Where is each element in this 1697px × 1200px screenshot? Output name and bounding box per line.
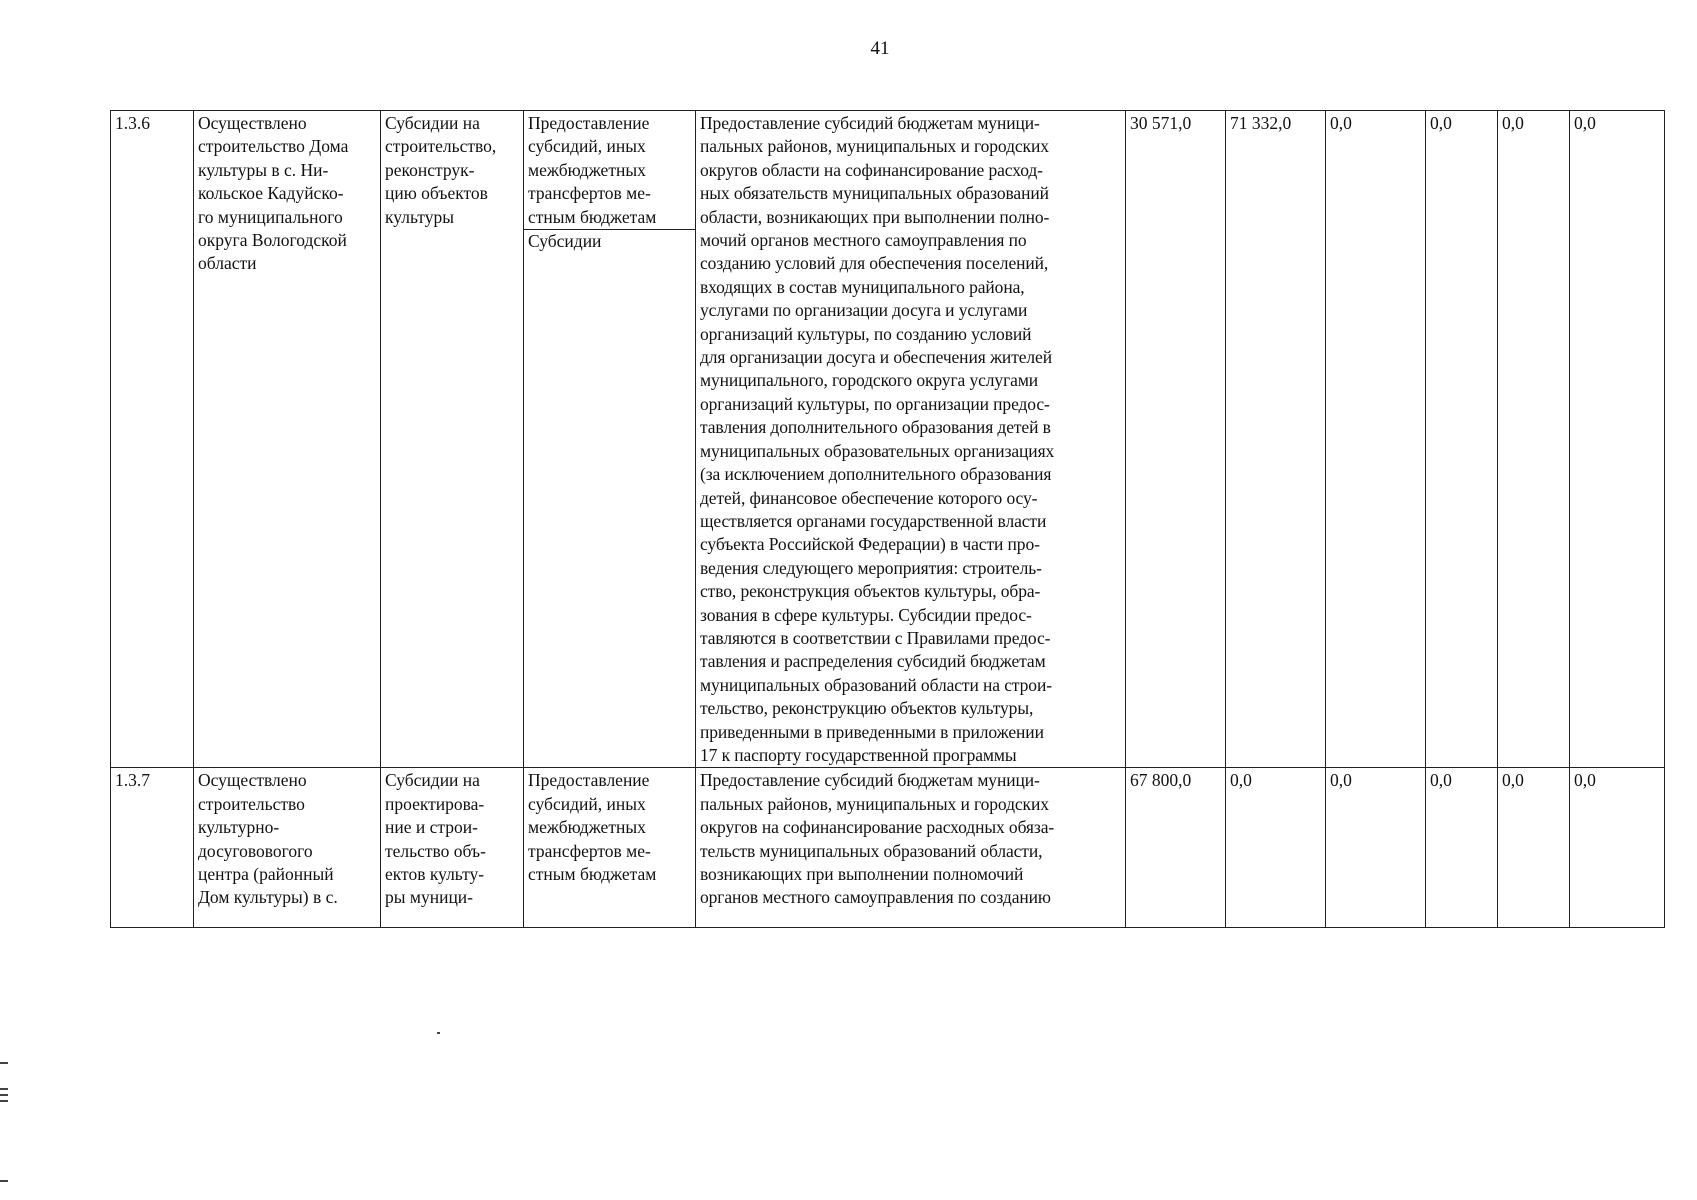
value: 0,0 xyxy=(1230,770,1252,791)
scan-mark xyxy=(0,1062,8,1064)
subsidy-type-cell xyxy=(381,111,524,768)
mechanism-text: Предоставление субсидий, иных межбюджетных трансфертов ме- стным бюджетам xyxy=(524,112,695,230)
subsidy-type-cell xyxy=(381,768,524,928)
result-cell xyxy=(194,111,381,768)
result-text: Осуществлено строительство культурно- досугововогого центра (районный Дом культуры) в с. xyxy=(198,770,338,908)
value-cell xyxy=(1570,111,1665,768)
scan-mark xyxy=(0,1100,8,1102)
value-cell xyxy=(1498,768,1570,928)
value: 0,0 xyxy=(1502,770,1524,791)
description-cell xyxy=(696,111,1126,768)
value-cell xyxy=(1126,768,1226,928)
value: 0,0 xyxy=(1330,113,1352,133)
scan-dot xyxy=(437,1032,440,1034)
scan-mark xyxy=(0,1094,8,1096)
value-cell xyxy=(1426,111,1498,768)
value: 0,0 xyxy=(1430,113,1452,133)
subsidy-type-text: Субсидии на проектирова- ние и строи- тельство объ- ектов культу- ры муници- xyxy=(385,770,486,908)
value-cell xyxy=(1498,111,1570,768)
row-id-cell xyxy=(111,111,194,768)
value-cell xyxy=(1126,111,1226,768)
description-cell xyxy=(696,768,1126,928)
value-cell xyxy=(1226,768,1326,928)
value: 0,0 xyxy=(1430,770,1452,791)
value-cell xyxy=(1326,111,1426,768)
mechanism-subtype: Субсидии xyxy=(528,231,602,252)
description-text: Предоставление субсидий бюджетам муници- пальных районов, муниципальных и городских округов на софинансирование расходных обяза- тельств муниципальных образований области, возникающих при выполнении полномочий органов местного самоуправления по созданию xyxy=(700,770,1055,908)
row-id: 1.3.6 xyxy=(115,113,150,133)
value-cell xyxy=(1226,111,1326,768)
table-row xyxy=(111,768,1665,928)
result-text: Осуществлено строительство Дома культуры в с. Ни- кольское Кадуйско- го муниципального округа Вологодской области xyxy=(198,113,349,274)
row-id-cell xyxy=(111,768,194,928)
page-number: 41 xyxy=(870,38,890,59)
value-cell xyxy=(1426,768,1498,928)
program-table xyxy=(110,110,1665,928)
value: 0,0 xyxy=(1574,770,1596,791)
mechanism-cell xyxy=(524,768,696,928)
scan-mark xyxy=(0,1088,8,1090)
result-cell xyxy=(194,768,381,928)
value: 67 800,0 xyxy=(1130,770,1192,791)
value: 0,0 xyxy=(1574,113,1596,133)
row-id: 1.3.7 xyxy=(115,770,150,791)
mechanism-cell xyxy=(524,111,696,768)
value: 0,0 xyxy=(1502,113,1524,133)
value-cell xyxy=(1326,768,1426,928)
value: 0,0 xyxy=(1330,770,1352,791)
value: 30 571,0 xyxy=(1130,113,1192,133)
value-cell xyxy=(1570,768,1665,928)
scan-mark xyxy=(0,1180,8,1182)
table-row xyxy=(111,111,1665,768)
value: 71 332,0 xyxy=(1230,113,1292,133)
description-text: Предоставление субсидий бюджетам муници- пальных районов, муниципальных и городских округов области на софинансирование расход- ных обязательств муниципальных образований области, возникающих при выполнении полно- мочий органов местного самоуправления по созданию условий для обеспечения поселений, входящих в состав муниципального района, услугами по организации досуга и услугами организаций культуры, по созданию условий для организации досуга и обеспечения жителей муниципального, городского округа услугами организаций культуры, по организации предос- тавления дополнительного образования детей в муниципальных образовательных организациях (за исключением дополнительного образования детей, финансовое обеспечение которого осу- ществляется органами государственной власти субъекта Российской Федерации) в части про- ведения следующего мероприятия: строитель- ство, реконструкция объектов культуры, обра- зования в сфере культуры. Субсидии предос- тавляются в соответствии с Правилами предос- тавления и распределения субсидий бюджетам муниципальных образований области на строи- тельство, реконструкцию объектов культуры, приведенными в приведенными в приложении 17 к паспорту государственной программы xyxy=(700,113,1055,765)
subsidy-type-text: Субсидии на строительство, реконструк- цию объектов культуры xyxy=(385,113,497,227)
mechanism-text: Предоставление субсидий, иных межбюджетных трансфертов ме- стным бюджетам xyxy=(528,770,657,884)
